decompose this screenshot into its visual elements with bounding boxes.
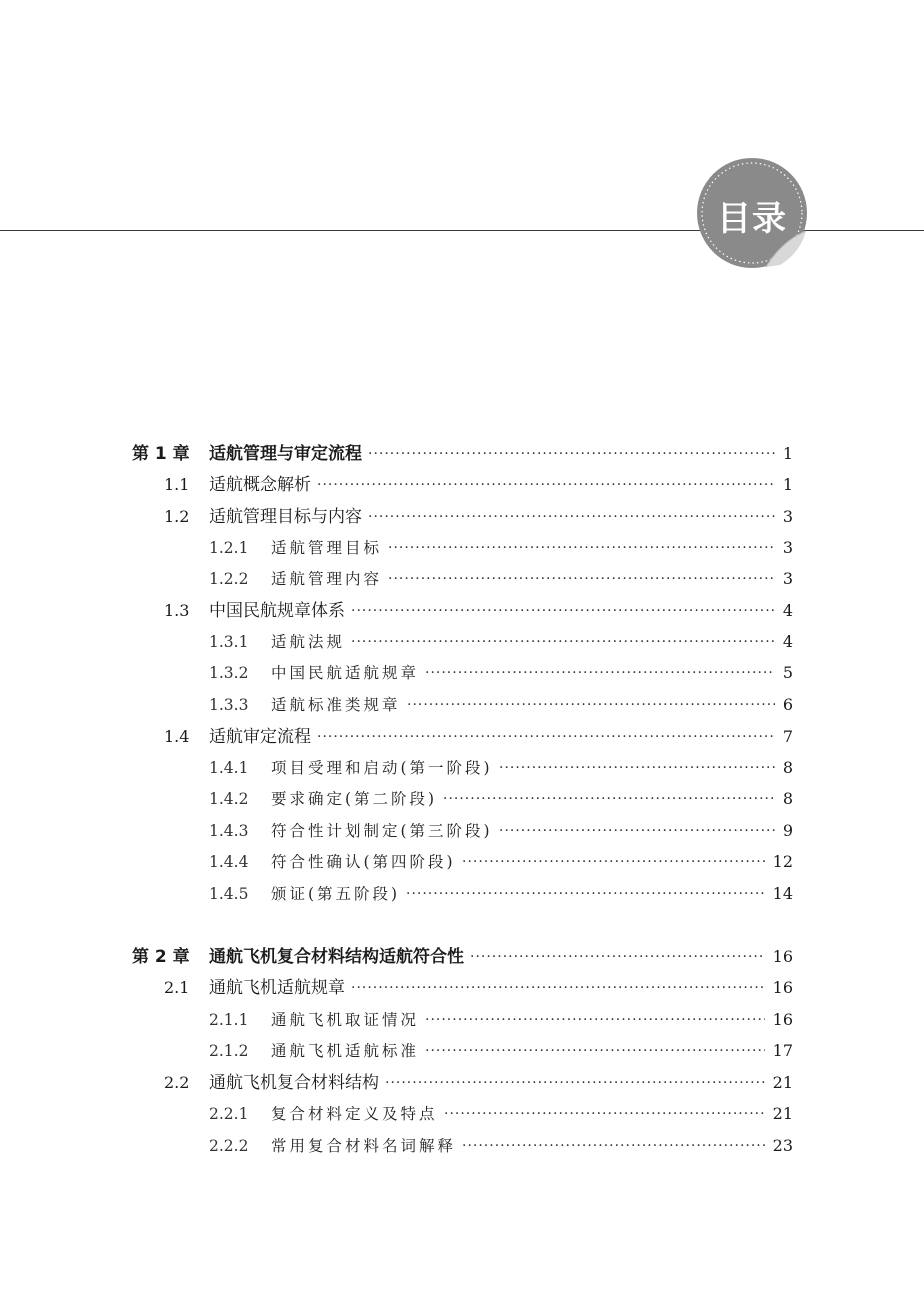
toc-entry-section[interactable] bbox=[0, 1069, 924, 1097]
toc-entry-title: 常用复合材料名词解释 bbox=[271, 1137, 457, 1155]
toc-entry-title: 适航管理内容 bbox=[271, 570, 383, 588]
toc-entry-page: 7 bbox=[782, 727, 793, 746]
toc-leader-dots bbox=[388, 534, 775, 562]
toc-leader-dots bbox=[351, 628, 775, 656]
toc-entry-title: 适航管理目标 bbox=[271, 539, 383, 557]
toc-entry-title: 适航管理目标与内容 bbox=[209, 507, 362, 527]
toc-entry-sub[interactable] bbox=[0, 880, 924, 908]
toc-leader-dots bbox=[406, 880, 765, 908]
toc-leader-dots bbox=[462, 848, 765, 876]
toc-entry-number: 1.3.2 bbox=[209, 664, 249, 682]
toc-entry-page: 3 bbox=[782, 538, 793, 557]
toc-entry-page: 17 bbox=[772, 1041, 793, 1060]
toc-entry-number: 1.4.4 bbox=[209, 853, 249, 871]
toc-leader-dots bbox=[385, 1069, 765, 1097]
toc-entry-title: 项目受理和启动(第一阶段) bbox=[271, 759, 493, 777]
toc-entry-number: 1.3.1 bbox=[209, 633, 249, 651]
toc-entry-section[interactable] bbox=[0, 723, 924, 751]
toc-entry-title: 复合材料定义及特点 bbox=[271, 1105, 438, 1123]
toc-entry-page: 8 bbox=[782, 758, 793, 777]
toc-entry-number: 1.4 bbox=[164, 727, 190, 746]
toc-leader-dots bbox=[462, 1132, 765, 1160]
toc-entry-sub[interactable] bbox=[0, 1132, 924, 1160]
toc-entry-sub[interactable] bbox=[0, 1006, 924, 1034]
toc-entry-title: 通航飞机适航规章 bbox=[209, 978, 345, 998]
toc-entry-title: 通航飞机取证情况 bbox=[271, 1011, 420, 1029]
toc-leader-dots bbox=[443, 785, 775, 813]
toc-leader-dots bbox=[351, 597, 775, 625]
toc-entry-title: 通航飞机适航标准 bbox=[271, 1042, 420, 1060]
toc-entry-page: 16 bbox=[772, 978, 793, 997]
toc-entry-number: 1.3.3 bbox=[209, 696, 249, 714]
toc-leader-dots bbox=[470, 943, 765, 971]
toc-entry-title: 通航飞机复合材料结构适航符合性 bbox=[209, 947, 464, 967]
toc-leader-dots bbox=[351, 974, 765, 1002]
toc-entry-title: 中国民航规章体系 bbox=[209, 601, 345, 621]
toc-entry-page: 3 bbox=[782, 569, 793, 588]
toc-leader-dots bbox=[368, 440, 775, 468]
toc-leader-dots bbox=[388, 565, 775, 593]
toc-entry-page: 5 bbox=[782, 663, 793, 682]
toc-leader-dots bbox=[317, 723, 775, 751]
toc-entry-page: 3 bbox=[782, 507, 793, 526]
toc-leader-dots bbox=[425, 1037, 765, 1065]
toc-leader-dots bbox=[444, 1100, 765, 1128]
toc-entry-number: 2.1.2 bbox=[209, 1042, 249, 1060]
toc-entry-page: 14 bbox=[772, 884, 793, 903]
toc-entry-sub[interactable] bbox=[0, 534, 924, 562]
toc-entry-title: 适航审定流程 bbox=[209, 727, 311, 747]
toc-entry-page: 16 bbox=[772, 947, 793, 966]
toc-entry-number: 1.4.2 bbox=[209, 790, 249, 808]
toc-entry-title: 颁证(第五阶段) bbox=[271, 885, 401, 903]
toc-entry-number: 1.2.1 bbox=[209, 539, 249, 557]
toc-entry-title: 要求确定(第二阶段) bbox=[271, 790, 438, 808]
toc-entry-page: 23 bbox=[772, 1136, 793, 1155]
toc-entry-sub[interactable] bbox=[0, 565, 924, 593]
toc-leader-dots bbox=[425, 1006, 765, 1034]
toc-entry-number: 2.2 bbox=[164, 1073, 190, 1092]
toc-badge bbox=[696, 157, 808, 269]
toc-entry-sub[interactable] bbox=[0, 1100, 924, 1128]
toc-entry-title: 通航飞机复合材料结构 bbox=[209, 1073, 379, 1093]
toc-entry-section[interactable] bbox=[0, 503, 924, 531]
toc-entry-sub[interactable] bbox=[0, 785, 924, 813]
toc-entry-sub[interactable] bbox=[0, 848, 924, 876]
toc-entry-number: 2.1 bbox=[164, 978, 190, 997]
toc-entry-page: 1 bbox=[782, 475, 793, 494]
toc-entry-title: 适航管理与审定流程 bbox=[209, 444, 362, 464]
toc-entry-page: 4 bbox=[782, 632, 793, 651]
toc-entry-page: 21 bbox=[772, 1104, 793, 1123]
toc-entry-section[interactable] bbox=[0, 597, 924, 625]
toc-entry-page: 6 bbox=[782, 695, 793, 714]
toc-entry-number: 第 2 章 bbox=[132, 947, 190, 967]
toc-entry-section[interactable] bbox=[0, 974, 924, 1002]
toc-leader-dots bbox=[317, 471, 775, 499]
toc-entry-sub[interactable] bbox=[0, 817, 924, 845]
toc-entry-number: 2.1.1 bbox=[209, 1011, 249, 1029]
toc-entry-section[interactable] bbox=[0, 471, 924, 499]
toc-entry-page: 9 bbox=[782, 821, 793, 840]
toc-entry-title: 适航法规 bbox=[271, 633, 346, 651]
toc-entry-page: 16 bbox=[772, 1010, 793, 1029]
toc-leader-dots bbox=[407, 691, 775, 719]
toc-entry-page: 4 bbox=[782, 601, 793, 620]
toc-entry-page: 1 bbox=[782, 444, 793, 463]
toc-entry-title: 中国民航适航规章 bbox=[271, 664, 420, 682]
toc-leader-dots bbox=[425, 659, 775, 687]
toc-entry-page: 12 bbox=[772, 852, 793, 871]
toc-entry-sub[interactable] bbox=[0, 754, 924, 782]
toc-entry-number: 1.3 bbox=[164, 601, 190, 620]
toc-entry-number: 1.2 bbox=[164, 507, 190, 526]
toc-entry-title: 适航标准类规章 bbox=[271, 696, 401, 714]
toc-leader-dots bbox=[499, 754, 775, 782]
toc-entry-page: 8 bbox=[782, 789, 793, 808]
toc-entry-number: 第 1 章 bbox=[132, 444, 190, 464]
toc-entry-chapter[interactable] bbox=[0, 943, 924, 971]
toc-entry-number: 2.2.1 bbox=[209, 1105, 249, 1123]
toc-entry-number: 1.4.3 bbox=[209, 822, 249, 840]
toc-entry-page: 21 bbox=[772, 1073, 793, 1092]
toc-entry-title: 符合性确认(第四阶段) bbox=[271, 853, 456, 871]
toc-heading: 目录 bbox=[717, 199, 787, 239]
toc-entry-number: 1.4.5 bbox=[209, 885, 249, 903]
toc-leader-dots bbox=[499, 817, 775, 845]
toc-entry-chapter[interactable] bbox=[0, 440, 924, 468]
toc-entry-number: 1.4.1 bbox=[209, 759, 249, 777]
toc-entry-sub[interactable] bbox=[0, 628, 924, 656]
toc-entry-sub[interactable] bbox=[0, 659, 924, 687]
toc-entry-number: 1.2.2 bbox=[209, 570, 249, 588]
toc-entry-number: 1.1 bbox=[164, 475, 190, 494]
toc-entry-sub[interactable] bbox=[0, 1037, 924, 1065]
toc-entry-sub[interactable] bbox=[0, 691, 924, 719]
toc-leader-dots bbox=[368, 503, 775, 531]
toc-entry-title: 符合性计划制定(第三阶段) bbox=[271, 822, 493, 840]
toc-entry-title: 适航概念解析 bbox=[209, 475, 311, 495]
toc-entry-number: 2.2.2 bbox=[209, 1137, 249, 1155]
